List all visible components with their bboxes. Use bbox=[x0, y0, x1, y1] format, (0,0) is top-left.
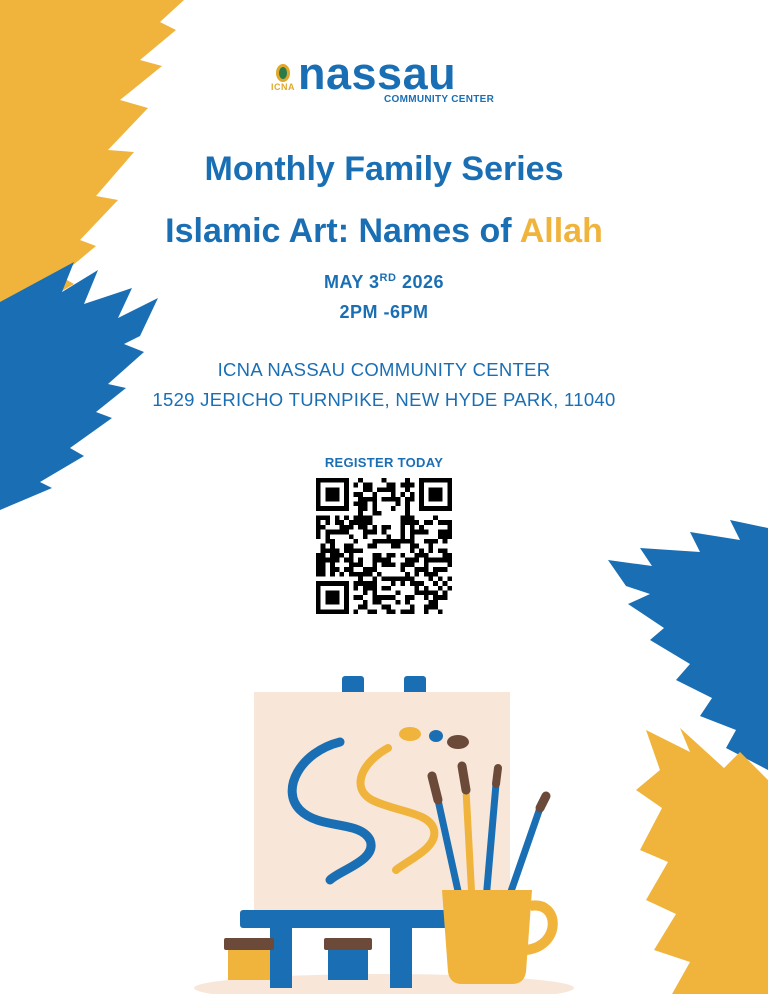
paint-dot-brown bbox=[447, 735, 469, 749]
event-title-main: Islamic Art: Names of bbox=[165, 212, 520, 250]
easel-leg-left bbox=[270, 926, 292, 988]
logo-emblem-text: ICNA bbox=[271, 82, 295, 92]
paint-dot-yellow bbox=[399, 727, 421, 741]
event-date-day: MAY 3 bbox=[324, 272, 380, 292]
event-time: 2PM -6PM bbox=[339, 302, 429, 322]
paint-dot-blue bbox=[429, 730, 443, 742]
logo-subtitle: COMMUNITY CENTER bbox=[384, 94, 495, 105]
event-date-ordinal: RD bbox=[379, 272, 397, 284]
event-address: 1529 JERICHO TURNPIKE, NEW HYDE PARK, 11040 bbox=[152, 389, 616, 410]
series-title: Monthly Family Series bbox=[204, 150, 564, 188]
easel-shelf bbox=[240, 910, 450, 928]
paint-jar-yellow-lid bbox=[224, 938, 274, 950]
register-label: REGISTER TODAY bbox=[324, 455, 444, 470]
event-title-accent: Allah bbox=[519, 212, 603, 250]
event-venue: ICNA NASSAU COMMUNITY CENTER bbox=[217, 359, 551, 380]
logo-wordmark: nassau bbox=[298, 48, 457, 99]
paint-jar-blue-lid bbox=[324, 938, 372, 950]
event-date-year: 2026 bbox=[396, 272, 444, 292]
easel-leg-right bbox=[390, 926, 412, 988]
brush-cup bbox=[442, 890, 532, 984]
